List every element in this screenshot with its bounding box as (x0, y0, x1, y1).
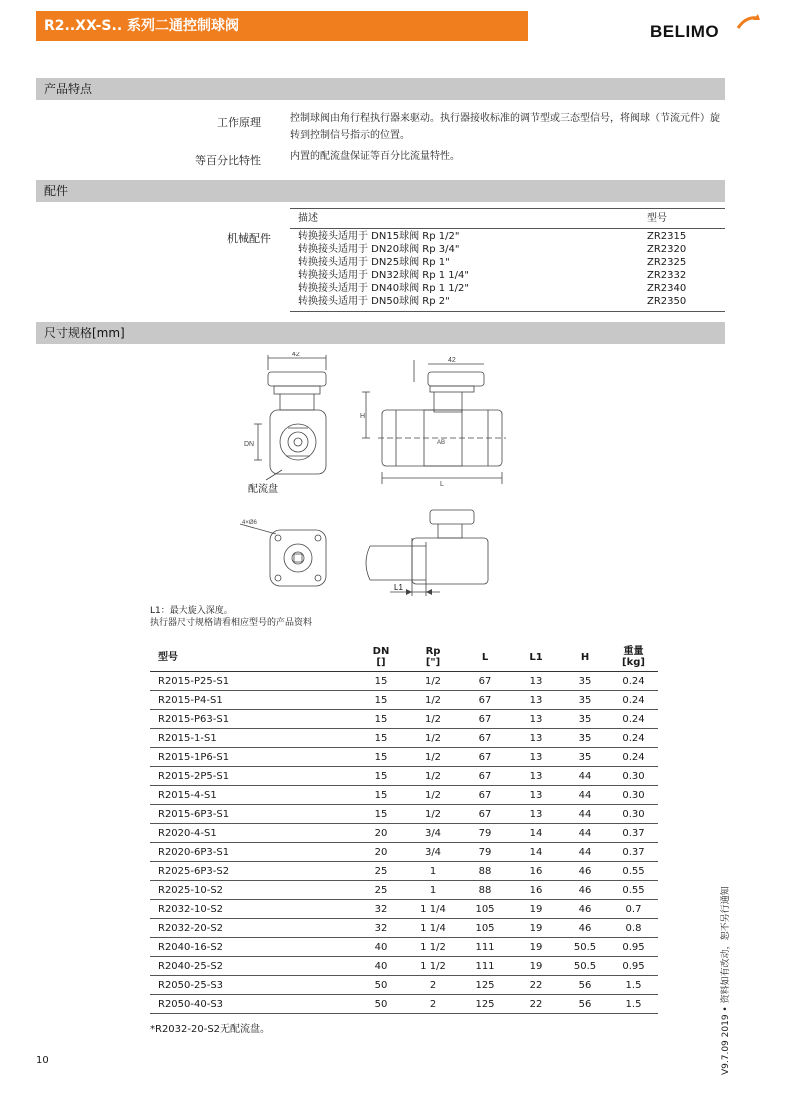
table-row (150, 881, 658, 900)
table-row (150, 824, 658, 843)
cell-dn: 15 (355, 710, 407, 729)
dim-width-side: 42 (448, 357, 456, 364)
cell-dn: 32 (355, 919, 407, 938)
cell-rp: 1 1/4 (407, 900, 459, 919)
col-header-h: H (561, 644, 609, 672)
version-note: V9.7.09 2019 • 资料如有改动，恕不另行通知 (721, 886, 731, 1075)
cell-weight: 0.55 (609, 862, 658, 881)
cell-model: R2025-6P3-S2 (150, 862, 355, 881)
cell-rp: 1 (407, 862, 459, 881)
cell-model: R2015-P25-S1 (150, 672, 355, 691)
cell-model: R2050-25-S3 (150, 976, 355, 995)
table-row (150, 843, 658, 862)
cell-dn: 15 (355, 786, 407, 805)
table-row (150, 938, 658, 957)
cell-weight: 0.24 (609, 710, 658, 729)
cell-l: 67 (459, 710, 511, 729)
cell-model: R2032-10-S2 (150, 900, 355, 919)
table-row (150, 672, 658, 691)
accessory-row (290, 295, 725, 308)
drawing-notes (150, 605, 312, 629)
cell-l: 105 (459, 919, 511, 938)
cell-model: R2020-4-S1 (150, 824, 355, 843)
cell-l1: 13 (511, 767, 561, 786)
cell-dn: 50 (355, 976, 407, 995)
col-header-desc: 描述 (298, 213, 318, 224)
accessory-model: ZR2332 (647, 270, 687, 281)
cell-l1: 13 (511, 729, 561, 748)
table-row (150, 748, 658, 767)
dim-hole: 4×Ø6 (242, 520, 257, 526)
cell-h: 46 (561, 900, 609, 919)
accessory-row (290, 230, 725, 243)
cell-l1: 22 (511, 976, 561, 995)
cell-rp: 1/2 (407, 672, 459, 691)
cell-l: 111 (459, 957, 511, 976)
accessories-header-row (290, 209, 725, 229)
cell-h: 35 (561, 691, 609, 710)
table-row (150, 995, 658, 1014)
dimensions-table (150, 644, 658, 1014)
cell-dn: 15 (355, 748, 407, 767)
col-header-model: 型号 (150, 644, 355, 672)
cell-dn: 32 (355, 900, 407, 919)
cell-h: 44 (561, 805, 609, 824)
accessory-model: ZR2350 (647, 296, 687, 307)
accessory-desc: 转换接头适用于 DN15球阀 Rp 1/2" (298, 231, 460, 242)
footnote: *R2032-20-S2无配流盘。 (150, 1024, 271, 1035)
brand-name: BELIMO (650, 22, 720, 41)
cell-l1: 19 (511, 919, 561, 938)
col-header-dn: DN [] (355, 644, 407, 672)
section-accessories: 配件 (36, 180, 725, 202)
cell-rp: 1 (407, 881, 459, 900)
table-row (150, 919, 658, 938)
cell-l: 88 (459, 862, 511, 881)
cell-l: 105 (459, 900, 511, 919)
cell-model: R2020-6P3-S1 (150, 843, 355, 862)
dim-length: L (440, 481, 444, 488)
dim-height: H (360, 413, 366, 420)
accessory-model: ZR2340 (647, 283, 687, 294)
cell-l1: 19 (511, 957, 561, 976)
cell-h: 35 (561, 710, 609, 729)
cell-l1: 19 (511, 900, 561, 919)
cell-model: R2015-P63-S1 (150, 710, 355, 729)
cell-h: 46 (561, 862, 609, 881)
table-row (150, 710, 658, 729)
accessory-model: ZR2320 (647, 244, 687, 255)
cell-h: 50.5 (561, 938, 609, 957)
cell-model: R2025-10-S2 (150, 881, 355, 900)
belimo-logo (650, 14, 768, 44)
cell-weight: 0.37 (609, 843, 658, 862)
brand-mark-icon (736, 14, 760, 30)
cell-rp: 2 (407, 976, 459, 995)
cell-dn: 50 (355, 995, 407, 1014)
cell-rp: 1/2 (407, 729, 459, 748)
accessory-model: ZR2325 (647, 257, 687, 268)
cell-rp: 1/2 (407, 691, 459, 710)
cell-rp: 3/4 (407, 843, 459, 862)
accessory-row (290, 256, 725, 269)
cell-weight: 1.5 (609, 976, 658, 995)
col-header-l1: L1 (511, 644, 561, 672)
table-row (150, 957, 658, 976)
port-ab: AB (437, 440, 446, 446)
note-actuator: 执行器尺寸规格请看相应型号的产品资料 (150, 618, 313, 628)
cell-rp: 1 1/2 (407, 957, 459, 976)
col-header-l: L (459, 644, 511, 672)
cell-weight: 0.7 (609, 900, 658, 919)
cell-h: 46 (561, 919, 609, 938)
cell-model: R2050-40-S3 (150, 995, 355, 1014)
note-l1: L1：最大旋入深度。 (150, 606, 233, 616)
feature-label-characteristic: 等百分比特性 (195, 154, 261, 167)
cell-l1: 13 (511, 672, 561, 691)
feature-text-principle: 控制球阀由角行程执行器来驱动。执行器接收标准的调节型或三态型信号，将阀球（节流元件）旋转到控制信号指示的位置。 (290, 113, 720, 141)
cell-l1: 13 (511, 786, 561, 805)
cell-l: 111 (459, 938, 511, 957)
col-header-weight: 重量 [kg] (609, 644, 658, 672)
cell-l1: 13 (511, 748, 561, 767)
table-header-row (150, 644, 658, 672)
col-header-rp: Rp ["] (407, 644, 459, 672)
cell-weight: 0.37 (609, 824, 658, 843)
cell-l: 67 (459, 786, 511, 805)
cell-h: 35 (561, 748, 609, 767)
accessory-desc: 转换接头适用于 DN40球阀 Rp 1 1/2" (298, 283, 469, 294)
accessories-table (290, 208, 725, 312)
cell-h: 46 (561, 881, 609, 900)
cell-weight: 0.30 (609, 805, 658, 824)
cell-weight: 0.24 (609, 748, 658, 767)
cell-dn: 15 (355, 729, 407, 748)
cell-dn: 15 (355, 672, 407, 691)
dim-dn: DN (244, 441, 255, 448)
cell-model: R2032-20-S2 (150, 919, 355, 938)
cell-rp: 1/2 (407, 805, 459, 824)
table-row (150, 862, 658, 881)
cell-weight: 0.24 (609, 672, 658, 691)
cell-model: R2015-6P3-S1 (150, 805, 355, 824)
cell-weight: 0.95 (609, 957, 658, 976)
accessory-row (290, 269, 725, 282)
table-row (150, 767, 658, 786)
cell-h: 56 (561, 976, 609, 995)
cell-h: 44 (561, 786, 609, 805)
cell-rp: 2 (407, 995, 459, 1014)
feature-label-principle: 工作原理 (217, 116, 261, 129)
disc-label: 配流盘 (248, 484, 278, 495)
accessory-model: ZR2315 (647, 231, 687, 242)
cell-h: 44 (561, 824, 609, 843)
cell-weight: 0.30 (609, 786, 658, 805)
cell-l1: 13 (511, 805, 561, 824)
valve-dimension-drawing (230, 352, 560, 607)
cell-l: 67 (459, 672, 511, 691)
table-row (150, 976, 658, 995)
cell-l1: 16 (511, 862, 561, 881)
cell-l1: 13 (511, 691, 561, 710)
page-title: R2..XX-S.. 系列二通控制球阀 (36, 11, 528, 41)
accessory-desc: 转换接头适用于 DN20球阀 Rp 3/4" (298, 244, 460, 255)
cell-l: 67 (459, 805, 511, 824)
cell-rp: 1/2 (407, 767, 459, 786)
cell-weight: 1.5 (609, 995, 658, 1014)
cell-l1: 19 (511, 938, 561, 957)
cell-dn: 15 (355, 805, 407, 824)
cell-dn: 20 (355, 843, 407, 862)
cell-l: 67 (459, 767, 511, 786)
accessories-label: 机械配件 (227, 232, 271, 245)
cell-l: 67 (459, 748, 511, 767)
accessory-desc: 转换接头适用于 DN32球阀 Rp 1 1/4" (298, 270, 469, 281)
section-dimensions: 尺寸规格[mm] (36, 322, 725, 344)
cell-dn: 20 (355, 824, 407, 843)
dim-l1: L1 (394, 583, 403, 592)
col-header-model: 型号 (647, 213, 667, 224)
accessory-desc: 转换接头适用于 DN50球阀 Rp 2" (298, 296, 450, 307)
feature-text-characteristic: 内置的配流盘保证等百分比流量特性。 (290, 151, 460, 162)
cell-dn: 15 (355, 767, 407, 786)
cell-dn: 25 (355, 881, 407, 900)
cell-h: 35 (561, 729, 609, 748)
cell-h: 35 (561, 672, 609, 691)
cell-l1: 16 (511, 881, 561, 900)
cell-rp: 1/2 (407, 748, 459, 767)
cell-h: 50.5 (561, 957, 609, 976)
accessory-desc: 转换接头适用于 DN25球阀 Rp 1" (298, 257, 450, 268)
cell-model: R2015-P4-S1 (150, 691, 355, 710)
cell-weight: 0.55 (609, 881, 658, 900)
accessory-row (290, 282, 725, 295)
cell-weight: 0.24 (609, 691, 658, 710)
cell-rp: 1 1/2 (407, 938, 459, 957)
cell-rp: 1 1/4 (407, 919, 459, 938)
cell-h: 44 (561, 767, 609, 786)
cell-model: R2015-1-S1 (150, 729, 355, 748)
cell-dn: 40 (355, 938, 407, 957)
cell-l: 67 (459, 729, 511, 748)
cell-l1: 22 (511, 995, 561, 1014)
cell-h: 56 (561, 995, 609, 1014)
cell-l1: 14 (511, 843, 561, 862)
cell-l: 79 (459, 824, 511, 843)
cell-weight: 0.30 (609, 767, 658, 786)
accessory-row (290, 243, 725, 256)
table-row (150, 729, 658, 748)
table-row (150, 805, 658, 824)
cell-rp: 1/2 (407, 710, 459, 729)
cell-model: R2015-4-S1 (150, 786, 355, 805)
cell-model: R2040-16-S2 (150, 938, 355, 957)
cell-rp: 3/4 (407, 824, 459, 843)
cell-l: 67 (459, 691, 511, 710)
section-features: 产品特点 (36, 78, 725, 100)
cell-weight: 0.24 (609, 729, 658, 748)
cell-weight: 0.95 (609, 938, 658, 957)
cell-h: 44 (561, 843, 609, 862)
table-row (150, 900, 658, 919)
cell-l: 125 (459, 995, 511, 1014)
cell-model: R2040-25-S2 (150, 957, 355, 976)
cell-dn: 25 (355, 862, 407, 881)
page-number: 10 (36, 1055, 49, 1066)
table-row (150, 786, 658, 805)
cell-model: R2015-2P5-S1 (150, 767, 355, 786)
cell-l1: 14 (511, 824, 561, 843)
cell-l: 88 (459, 881, 511, 900)
cell-rp: 1/2 (407, 786, 459, 805)
cell-l: 125 (459, 976, 511, 995)
table-row (150, 691, 658, 710)
dim-width-front: 42 (292, 352, 300, 358)
cell-l1: 13 (511, 710, 561, 729)
cell-dn: 40 (355, 957, 407, 976)
cell-l: 79 (459, 843, 511, 862)
cell-weight: 0.8 (609, 919, 658, 938)
cell-dn: 15 (355, 691, 407, 710)
cell-model: R2015-1P6-S1 (150, 748, 355, 767)
